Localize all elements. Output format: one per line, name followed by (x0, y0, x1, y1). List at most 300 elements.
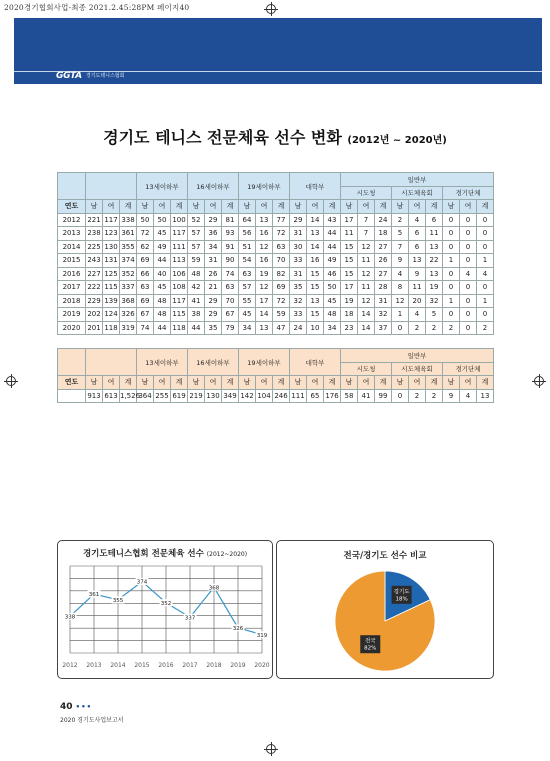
group-general: 일반부 (341, 173, 494, 187)
table-cell: 349 (222, 389, 239, 403)
table-cell: 6 (409, 240, 426, 254)
table-cell: 17 (256, 294, 273, 308)
x-tick-label: 2020 (254, 662, 270, 669)
table-cell: 48 (154, 294, 171, 308)
line-chart-title-text: 경기도테니스협회 전문체육 선수 (82, 549, 204, 559)
table-cell: 31 (290, 267, 307, 281)
sub-city-hall: 시도청 (341, 362, 392, 376)
table-cell: 13 (307, 294, 324, 308)
table-cell: 31 (205, 254, 222, 268)
column-header: 남 (188, 200, 205, 214)
line-chart-subtitle: (2012~2020) (206, 551, 248, 558)
table-cell: 1 (443, 254, 460, 268)
table-cell: 44 (188, 321, 205, 335)
table-cell: 41 (358, 389, 375, 403)
column-header: 남 (290, 376, 307, 390)
table-cell: 48 (188, 267, 205, 281)
logo-mark: GGTA (56, 70, 82, 81)
sub-sports-council: 시도체육회 (392, 362, 443, 376)
column-header: 남 (443, 376, 460, 390)
x-tick-label: 2014 (110, 662, 126, 669)
table-cell: 54 (239, 254, 256, 268)
group-u16: 16세이하부 (188, 173, 239, 200)
pie-slice-percent: 18% (395, 596, 408, 603)
table-cell: 12 (358, 267, 375, 281)
table-cell: 2 (409, 321, 426, 335)
x-tick-label: 2019 (230, 662, 246, 669)
table-cell: 44 (324, 240, 341, 254)
table-cell: 18 (375, 227, 392, 241)
table-cell: 14 (358, 308, 375, 322)
table-cell: 30 (290, 240, 307, 254)
table-cell: 49 (324, 254, 341, 268)
table-cell: 19 (256, 267, 273, 281)
table-cell: 64 (239, 213, 256, 227)
table-cell: 34 (324, 321, 341, 335)
table-cell: 56 (239, 227, 256, 241)
table-cell: 0 (460, 281, 477, 295)
page-number (60, 702, 92, 712)
table-cell: 15 (307, 281, 324, 295)
year-cell: 2016 (58, 267, 86, 281)
table-cell: 24 (375, 213, 392, 227)
table-cell: 12 (256, 281, 273, 295)
table-cell: 15 (341, 254, 358, 268)
table-cell: 11 (341, 227, 358, 241)
table-cell: 13 (307, 227, 324, 241)
corner-cell (58, 173, 86, 200)
table-cell: 13 (426, 240, 443, 254)
pie-chart-panel (276, 540, 494, 679)
year-cell (58, 389, 86, 403)
table-cell: 619 (171, 389, 188, 403)
table-cell: 7 (358, 213, 375, 227)
data-label: 338 (64, 614, 76, 621)
data-label: 368 (208, 585, 220, 592)
table-cell: 0 (392, 389, 409, 403)
table-cell: 27 (375, 267, 392, 281)
logo-text: 경기도테니스협회 (85, 73, 125, 79)
table-cell: 246 (273, 389, 290, 403)
table-cell: 6 (426, 213, 443, 227)
table-cell: 44 (324, 227, 341, 241)
table-cell: 10 (307, 321, 324, 335)
table-cell: 13 (256, 321, 273, 335)
column-header: 여 (358, 200, 375, 214)
table-cell: 0 (460, 213, 477, 227)
table-cell: 229 (86, 294, 103, 308)
table-cell: 0 (443, 281, 460, 295)
table-cell: 45 (239, 308, 256, 322)
table-cell: 12 (256, 240, 273, 254)
table-cell: 0 (460, 308, 477, 322)
year-cell: 2020 (58, 321, 86, 335)
group-u13: 13세이하부 (137, 173, 188, 200)
pie-slice-percent: 82% (364, 645, 377, 652)
column-header: 남 (341, 376, 358, 390)
table-cell: 0 (443, 267, 460, 281)
table-cell: 67 (222, 308, 239, 322)
table-cell: 1 (392, 308, 409, 322)
table-cell: 368 (120, 294, 137, 308)
table-cell: 2 (426, 389, 443, 403)
data-label: 355 (112, 598, 124, 605)
table-cell: 5 (426, 308, 443, 322)
table-cell: 70 (273, 254, 290, 268)
table-cell: 0 (477, 308, 494, 322)
table-cell: 74 (222, 267, 239, 281)
table-cell: 77 (273, 213, 290, 227)
column-header: 계 (273, 200, 290, 214)
table-cell: 4 (409, 308, 426, 322)
table-cell: 355 (120, 240, 137, 254)
table-cell: 31 (375, 294, 392, 308)
table-cell: 33 (290, 308, 307, 322)
table-cell: 117 (171, 227, 188, 241)
column-header: 계 (222, 376, 239, 390)
column-header: 계 (426, 376, 443, 390)
table-cell: 142 (239, 389, 256, 403)
table-cell: 19 (426, 281, 443, 295)
table-cell: 67 (137, 308, 154, 322)
column-header: 계 (375, 376, 392, 390)
table-cell: 0 (443, 240, 460, 254)
table-cell: 16 (307, 254, 324, 268)
data-label: 337 (184, 615, 196, 622)
column-header: 여 (256, 200, 273, 214)
association-logo (56, 70, 124, 81)
column-header: 여 (307, 376, 324, 390)
year-cell: 2012 (58, 213, 86, 227)
print-header: 2020경기협회사업-최종 2021.2.45:28PM 페이지40 (4, 3, 190, 12)
table-cell: 38 (188, 308, 205, 322)
pie-slice-name: 경기도 (393, 589, 410, 596)
column-header: 남 (392, 200, 409, 214)
table-cell: 65 (307, 389, 324, 403)
table-cell: 4 (460, 267, 477, 281)
table-row (58, 254, 494, 268)
table-cell: 32 (426, 294, 443, 308)
column-header: 남 (341, 200, 358, 214)
table-cell: 69 (137, 254, 154, 268)
x-tick-label: 2016 (158, 662, 174, 669)
table-cell: 124 (103, 308, 120, 322)
table-cell: 4 (460, 389, 477, 403)
page-title (0, 125, 550, 148)
table-cell: 63 (239, 267, 256, 281)
table-cell: 2 (392, 213, 409, 227)
table-cell: 26 (375, 254, 392, 268)
column-header: 여 (307, 200, 324, 214)
table-cell: 338 (120, 213, 137, 227)
table-cell: 21 (205, 281, 222, 295)
table-cell: 50 (137, 213, 154, 227)
column-header: 남 (86, 376, 103, 390)
column-header: 계 (477, 200, 494, 214)
table-cell: 48 (324, 308, 341, 322)
line-chart (58, 541, 272, 678)
year-cell: 2014 (58, 240, 86, 254)
table-cell: 45 (324, 294, 341, 308)
column-header: 남 (392, 376, 409, 390)
table-row (58, 308, 494, 322)
table-cell: 79 (222, 321, 239, 335)
table-cell: 99 (375, 389, 392, 403)
table-cell: 35 (290, 281, 307, 295)
table-cell: 15 (341, 240, 358, 254)
table-cell: 139 (103, 294, 120, 308)
year-cell: 2015 (58, 254, 86, 268)
group-university: 대학부 (290, 349, 341, 376)
table-cell: 2 (443, 321, 460, 335)
title-main: 경기도 테니스 전문체육 선수 변화 (103, 128, 342, 147)
table-cell: 613 (103, 389, 120, 403)
table-cell: 11 (409, 281, 426, 295)
table-cell: 123 (103, 227, 120, 241)
table-row (58, 321, 494, 335)
table-cell: 113 (171, 254, 188, 268)
table-cell: 29 (205, 213, 222, 227)
table-cell: 238 (86, 227, 103, 241)
table-cell: 57 (188, 227, 205, 241)
table-cell: 51 (239, 240, 256, 254)
table-cell: 130 (205, 389, 222, 403)
totals-table (57, 348, 494, 403)
table-cell: 52 (188, 213, 205, 227)
table-cell: 0 (477, 213, 494, 227)
table-cell: 11 (358, 281, 375, 295)
table-cell: 0 (392, 321, 409, 335)
registration-mark-top (264, 2, 278, 16)
table-cell: 36 (205, 227, 222, 241)
page-dots: ••• (75, 703, 93, 711)
column-header: 계 (171, 200, 188, 214)
table-cell: 18 (341, 308, 358, 322)
registration-mark-left (4, 374, 18, 388)
line-chart-panel (57, 540, 273, 679)
table-cell: 100 (171, 213, 188, 227)
table-cell: 15 (341, 267, 358, 281)
column-header: 여 (460, 200, 477, 214)
header-band (14, 18, 542, 76)
table-cell: 47 (273, 321, 290, 335)
table-cell: 4 (392, 267, 409, 281)
column-header: 계 (120, 200, 137, 214)
table-cell: 31 (290, 227, 307, 241)
table-cell: 326 (120, 308, 137, 322)
column-header: 여 (205, 376, 222, 390)
table-cell: 0 (477, 281, 494, 295)
table-cell: 115 (171, 308, 188, 322)
data-label: 361 (88, 592, 100, 599)
table-cell: 46 (324, 267, 341, 281)
table-cell: 33 (290, 254, 307, 268)
table-row (58, 213, 494, 227)
table-cell: 19 (341, 294, 358, 308)
table-cell: 37 (375, 321, 392, 335)
table-cell: 42 (188, 281, 205, 295)
group-u19: 19세이하부 (239, 349, 290, 376)
table-cell: 50 (154, 213, 171, 227)
table-row (58, 389, 494, 403)
table-cell: 72 (273, 294, 290, 308)
column-header: 여 (409, 200, 426, 214)
table-cell: 35 (205, 321, 222, 335)
column-header: 남 (239, 376, 256, 390)
table-cell: 130 (103, 240, 120, 254)
column-header: 남 (188, 376, 205, 390)
table-cell: 202 (86, 308, 103, 322)
table-cell: 131 (103, 254, 120, 268)
column-header: 여 (103, 376, 120, 390)
table-cell: 57 (188, 240, 205, 254)
column-header: 남 (239, 200, 256, 214)
column-header: 계 (273, 376, 290, 390)
group-u19: 19세이하부 (239, 173, 290, 200)
table-cell: 117 (171, 294, 188, 308)
table-cell: 41 (188, 294, 205, 308)
table-cell: 69 (273, 281, 290, 295)
group-general: 일반부 (341, 349, 494, 363)
data-label: 326 (232, 626, 244, 633)
table-cell: 12 (358, 294, 375, 308)
table-cell: 63 (222, 281, 239, 295)
table-cell: 40 (154, 267, 171, 281)
column-header: 계 (375, 200, 392, 214)
year-header: 연도 (58, 376, 86, 390)
table-cell: 1,526 (120, 389, 137, 403)
column-header: 여 (460, 376, 477, 390)
column-header: 남 (443, 200, 460, 214)
table-row (58, 281, 494, 295)
table-cell: 14 (307, 240, 324, 254)
table-cell: 14 (307, 213, 324, 227)
column-header: 계 (324, 200, 341, 214)
pie-chart (277, 541, 493, 678)
table-cell: 115 (103, 281, 120, 295)
table-cell: 111 (290, 389, 307, 403)
table-cell: 227 (86, 267, 103, 281)
table-cell: 29 (290, 213, 307, 227)
table-cell: 2 (477, 321, 494, 335)
column-header: 여 (103, 200, 120, 214)
table-cell: 219 (188, 389, 205, 403)
table-cell: 0 (460, 254, 477, 268)
table-cell: 44 (154, 254, 171, 268)
column-header-row (58, 376, 494, 390)
table-cell: 243 (86, 254, 103, 268)
table-cell: 118 (171, 321, 188, 335)
table-cell: 0 (443, 213, 460, 227)
column-header: 계 (120, 376, 137, 390)
column-header: 여 (256, 376, 273, 390)
table-cell: 14 (256, 308, 273, 322)
table-cell: 319 (120, 321, 137, 335)
table-cell: 337 (120, 281, 137, 295)
table-cell: 72 (137, 227, 154, 241)
table-cell: 9 (409, 267, 426, 281)
column-header: 여 (409, 376, 426, 390)
table-row (58, 267, 494, 281)
table-cell: 913 (86, 389, 103, 403)
registration-mark-right (532, 374, 546, 388)
group-university: 대학부 (290, 173, 341, 200)
table-cell: 32 (375, 308, 392, 322)
pie-slice-name: 전국 (364, 638, 376, 645)
footer-text: 2020 경기도사업보고서 (60, 717, 124, 724)
year-cell: 2013 (58, 227, 86, 241)
column-header: 남 (86, 200, 103, 214)
column-header: 계 (171, 376, 188, 390)
table-cell: 90 (222, 254, 239, 268)
table-cell: 255 (154, 389, 171, 403)
table-cell: 111 (171, 240, 188, 254)
table-cell: 125 (103, 267, 120, 281)
x-tick-label: 2018 (206, 662, 222, 669)
table-cell: 16 (256, 254, 273, 268)
table-cell: 91 (222, 240, 239, 254)
column-header: 남 (137, 376, 154, 390)
table-cell: 28 (375, 281, 392, 295)
year-header: 연도 (58, 200, 86, 214)
table-cell: 106 (171, 267, 188, 281)
table-cell: 45 (154, 227, 171, 241)
table-cell: 352 (120, 267, 137, 281)
table-cell: 2 (426, 321, 443, 335)
year-cell: 2017 (58, 281, 86, 295)
table-cell: 45 (154, 281, 171, 295)
table-cell: 24 (290, 321, 307, 335)
table-cell: 26 (205, 267, 222, 281)
x-tick-label: 2013 (86, 662, 102, 669)
table-cell: 361 (120, 227, 137, 241)
table-cell: 201 (86, 321, 103, 335)
table-cell: 7 (358, 227, 375, 241)
table-cell: 364 (137, 389, 154, 403)
table-cell: 13 (256, 213, 273, 227)
table-cell: 9 (392, 254, 409, 268)
sub-organization: 경기단체 (443, 362, 494, 376)
x-tick-label: 2017 (182, 662, 198, 669)
table-cell: 7 (392, 240, 409, 254)
table-cell: 70 (222, 294, 239, 308)
table-cell: 44 (154, 321, 171, 335)
table-cell: 0 (443, 227, 460, 241)
table-cell: 1 (443, 294, 460, 308)
table-cell: 55 (239, 294, 256, 308)
table-cell: 63 (137, 281, 154, 295)
data-label: 352 (160, 600, 172, 607)
column-header: 여 (358, 376, 375, 390)
data-label: 319 (256, 632, 268, 639)
table-cell: 4 (409, 213, 426, 227)
table-row (58, 294, 494, 308)
table-row (58, 240, 494, 254)
players-by-year-table (57, 172, 494, 335)
column-header: 여 (205, 200, 222, 214)
table-cell: 72 (273, 227, 290, 241)
table-cell: 13 (426, 267, 443, 281)
table-cell: 12 (392, 294, 409, 308)
table-cell: 20 (409, 294, 426, 308)
table-cell: 34 (239, 321, 256, 335)
table-cell: 66 (137, 267, 154, 281)
table-cell: 11 (358, 254, 375, 268)
column-header: 계 (426, 200, 443, 214)
year-cell: 2018 (58, 294, 86, 308)
table-cell: 48 (154, 308, 171, 322)
table-cell: 8 (392, 281, 409, 295)
